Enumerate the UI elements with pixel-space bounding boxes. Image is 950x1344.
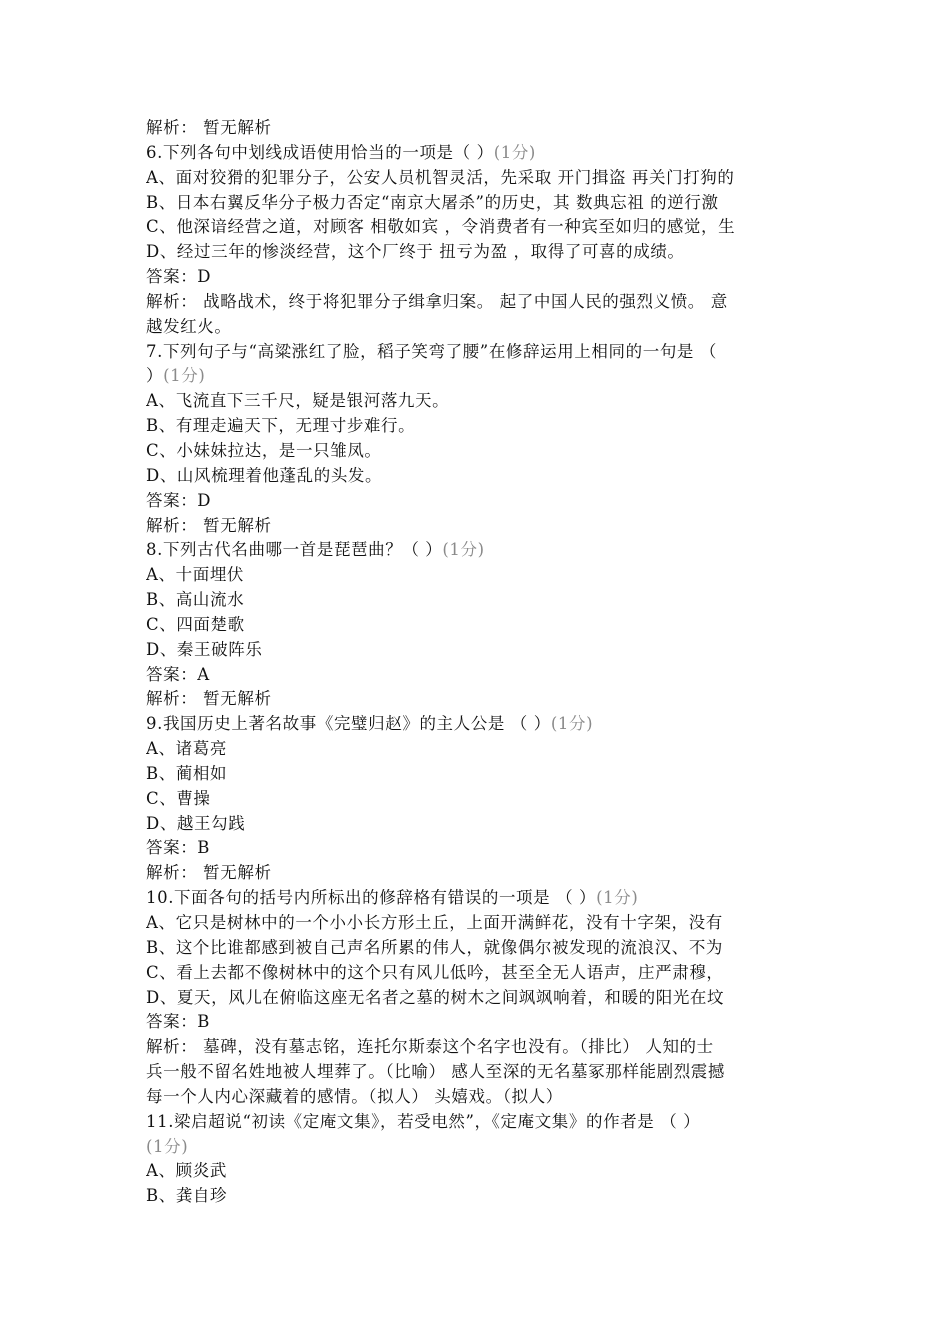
question-line <box>146 538 810 563</box>
option-text: A、飞流直下三千尺，疑是银河落九天。 <box>146 391 450 411</box>
score-label: (1分) <box>146 1136 189 1156</box>
option-text: B、有理走遍天下，无理寸步难行。 <box>146 416 416 436</box>
option-line <box>146 1159 810 1184</box>
option-line <box>146 563 810 588</box>
question-text: 9.我国历史上著名故事《完璧归赵》的主人公是 （ ） <box>146 714 551 734</box>
option-text: D、越王勾践 <box>146 813 246 833</box>
option-line <box>146 787 810 812</box>
option-text: C、看上去都不像树林中的这个只有风儿低吟，甚至全无人语声，庄严肃穆， <box>146 962 724 982</box>
option-text: D、夏天，风儿在俯临这座无名者之墓的树木之间飒飒响着，和暖的阳光在坟 <box>146 987 725 1007</box>
option-text: A、顾炎武 <box>146 1161 227 1181</box>
score-label: (1分) <box>493 142 536 162</box>
option-text: D、山风梳理着他蓬乱的头发。 <box>146 465 383 485</box>
analysis-line <box>146 861 810 886</box>
question-line <box>146 712 810 737</box>
score-label: (1分) <box>442 540 485 560</box>
option-line <box>146 588 810 613</box>
analysis-text: 越发红火。 <box>146 316 232 336</box>
option-text: A、十面埋伏 <box>146 565 245 585</box>
answer-line <box>146 663 810 688</box>
answer-text: 答案：B <box>146 838 211 858</box>
option-text: C、小妹妹拉达，是一只雏凤。 <box>146 440 382 460</box>
option-text: B、蔺相如 <box>146 763 228 783</box>
analysis-line <box>146 1035 810 1060</box>
question-line <box>146 1135 810 1160</box>
score-label: (1分) <box>550 714 594 734</box>
option-line <box>146 464 810 489</box>
option-line <box>146 414 810 439</box>
question-line <box>146 340 810 365</box>
question-line <box>146 364 810 389</box>
option-line <box>146 215 810 240</box>
option-line <box>146 1184 810 1209</box>
analysis-text: 解析： 暂无解析 <box>146 863 272 883</box>
analysis-text: 解析： 暂无解析 <box>146 118 272 137</box>
option-text: D、秦王破阵乐 <box>146 639 263 659</box>
option-text: C、曹操 <box>146 788 211 808</box>
option-text: B、这个比谁都感到被自己声名所累的伟人，就像偶尔被发现的流浪汉、不为 <box>146 937 724 957</box>
question-text: 7.下列句子与“高粱涨红了脸，稻子笑弯了腰”在修辞运用上相同的一句是 （ <box>146 341 717 361</box>
analysis-text: 每一个人内心深藏着的感情。（拟人） 头嬉戏。（拟人） <box>146 1086 563 1106</box>
option-text: A、诸葛亮 <box>146 739 227 759</box>
question-text: 8.下列古代名曲哪一首是琵琶曲？（ ） <box>146 540 443 560</box>
answer-text: 答案：D <box>146 267 212 287</box>
question-text: 6.下列各句中划线成语使用恰当的一项是（ ） <box>146 142 494 162</box>
analysis-line <box>146 290 810 315</box>
option-text: D、经过三年的惨淡经营，这个厂终于 扭亏为盈 ，取得了可喜的成绩。 <box>146 242 685 262</box>
analysis-text: 兵一般不留名姓地被人埋葬了。（比喻） 感人至深的无名墓冢那样能剧烈震撼 <box>146 1062 725 1082</box>
option-text: A、面对狡猾的犯罪分子，公安人员机智灵活，先采取 开门揖盗 再关门打狗的 <box>146 167 735 187</box>
analysis-text: 解析： 暂无解析 <box>146 689 272 709</box>
option-line <box>146 986 810 1011</box>
answer-line <box>146 265 810 290</box>
option-text: B、龚自珍 <box>146 1186 228 1206</box>
answer-text: 答案：A <box>146 664 210 684</box>
question-text: 11.梁启超说“初读《定庵文集》，若受电然”，《定庵文集》的作者是 （ ） <box>146 1111 701 1131</box>
question-line <box>146 141 810 166</box>
analysis-line <box>146 687 810 712</box>
question-line <box>146 886 810 911</box>
analysis-line <box>146 116 810 141</box>
analysis-line <box>146 1085 810 1110</box>
analysis-text: 解析： 战略战术，终于将犯罪分子缉拿归案。 起了中国人民的强烈义愤。 意 <box>146 291 728 311</box>
option-line <box>146 961 810 986</box>
analysis-text: 解析： 墓碑，没有墓志铭，连托尔斯泰这个名字也没有。（排比） 人知的士 <box>146 1037 714 1057</box>
option-line <box>146 389 810 414</box>
answer-line <box>146 836 810 861</box>
answer-line <box>146 489 810 514</box>
option-text: C、他深谙经营之道，对顾客 相敬如宾 ，令消费者有一种宾至如归的感觉，生 <box>146 217 736 237</box>
analysis-line <box>146 514 810 539</box>
option-line <box>146 812 810 837</box>
option-line <box>146 613 810 638</box>
option-line <box>146 166 810 191</box>
question-text: 10.下面各句的括号内所标出的修辞格有错误的一项是 （ ） <box>146 888 597 908</box>
question-list <box>146 116 810 1209</box>
question-line <box>146 1110 810 1135</box>
option-line <box>146 191 810 216</box>
score-label: (1分) <box>596 888 639 908</box>
option-line <box>146 638 810 663</box>
option-text: C、四面楚歌 <box>146 614 245 634</box>
option-line <box>146 439 810 464</box>
question-text: ） <box>146 366 164 386</box>
answer-text: 答案：B <box>146 1012 211 1032</box>
option-line <box>146 936 810 961</box>
option-text: A、它只是树林中的一个小小长方形土丘，上面开满鲜花，没有十字架，没有 <box>146 913 723 932</box>
option-line <box>146 911 810 936</box>
option-text: B、高山流水 <box>146 590 245 610</box>
option-line <box>146 240 810 265</box>
score-label: (1分) <box>163 366 206 386</box>
answer-line <box>146 1010 810 1035</box>
option-text: B、日本右翼反华分子极力否定“南京大屠杀”的历史，其 数典忘祖 的逆行激 <box>146 192 719 212</box>
analysis-text: 解析： 暂无解析 <box>146 515 272 535</box>
answer-text: 答案：D <box>146 490 212 510</box>
option-line <box>146 762 810 787</box>
analysis-line <box>146 1060 810 1085</box>
analysis-line <box>146 315 810 340</box>
option-line <box>146 737 810 762</box>
